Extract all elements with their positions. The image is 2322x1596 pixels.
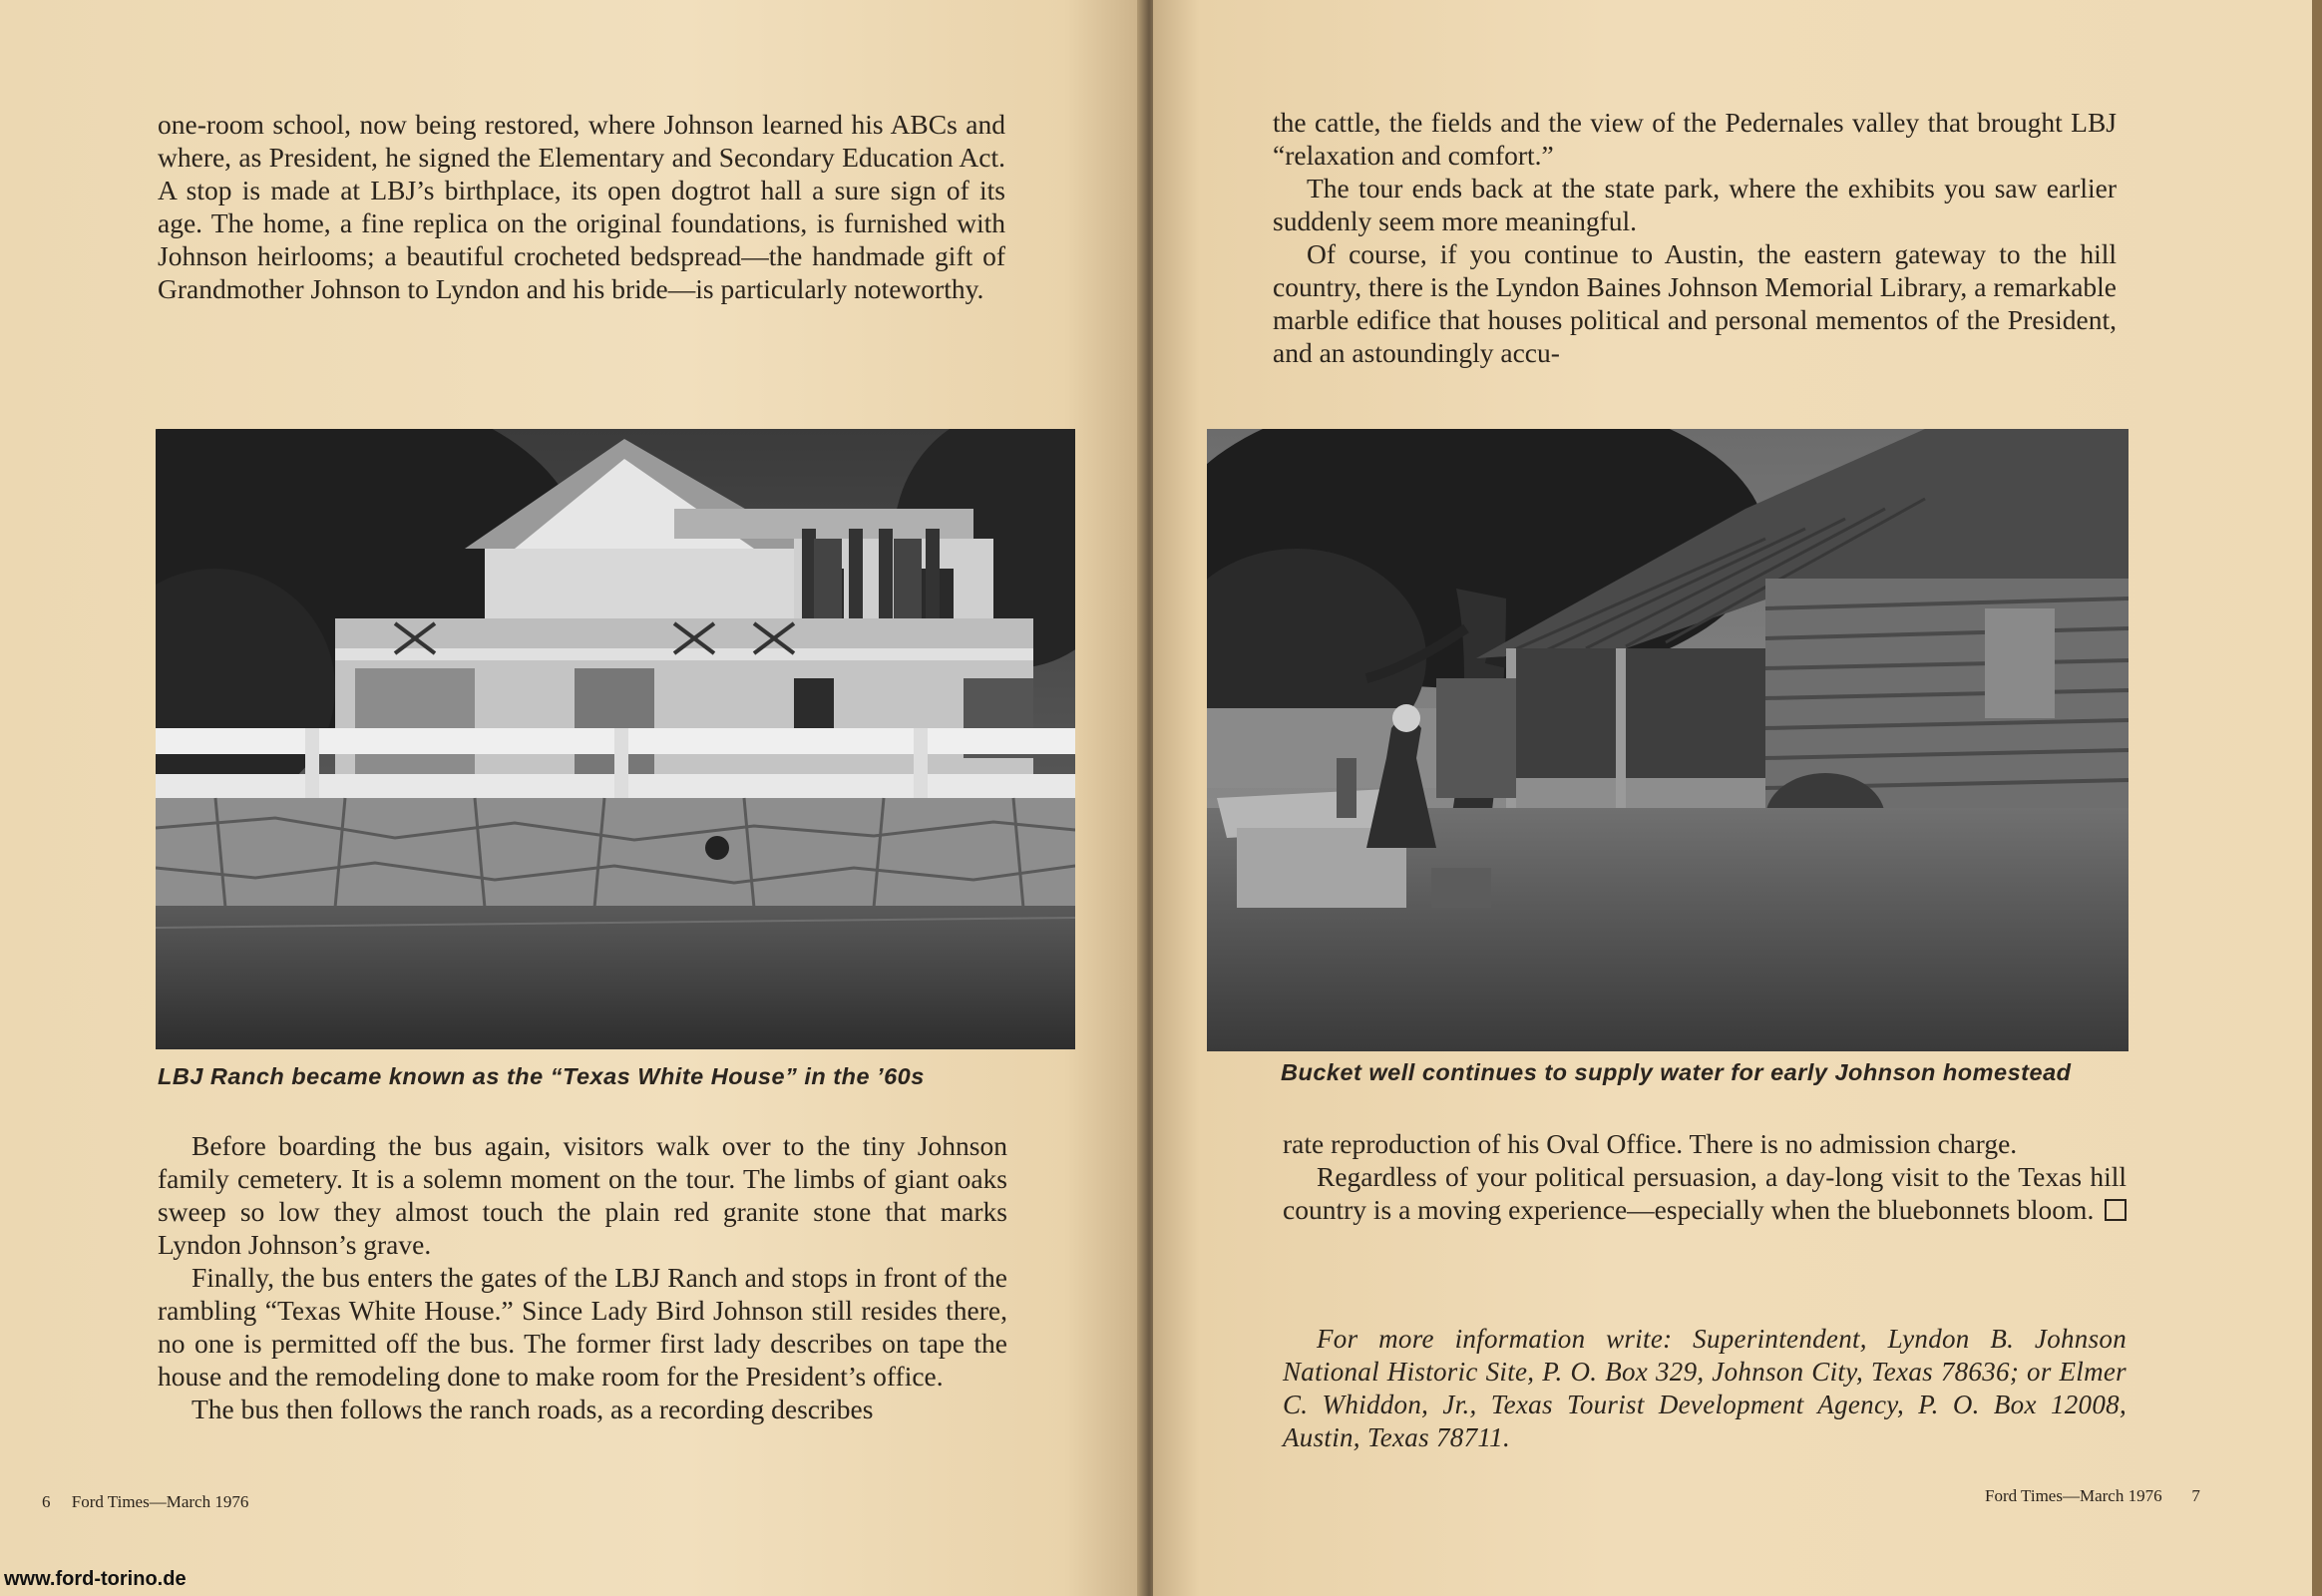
closing-text: Regardless of your political persuasion, a day-long visit to the Texas hill country is a moving experience—especially when the bluebonnets bloom. [1283, 1161, 2127, 1225]
lbj-ranch-photo [156, 429, 1075, 1049]
right-folio-title: Ford Times—March 1976 [1985, 1486, 2162, 1505]
austin-library-paragraph: Of course, if you continue to Austin, the eastern gateway to the hill country, there is the Lyndon Baines Johnson Memorial Library, a remarkable marble edifice that houses political and personal mementos of the President, and an astoundingly accu- [1273, 238, 2117, 368]
closing-paragraph [1283, 1160, 2127, 1226]
end-of-article-box [2105, 1199, 2127, 1221]
right-page [1153, 0, 2312, 1596]
oval-office-paragraph: rate reproduction of his Oval Office. There is no admission charge. [1283, 1128, 2018, 1159]
homestead-image [1207, 429, 2128, 1051]
left-photo-caption: LBJ Ranch became known as the “Texas White House” in the ’60s [158, 1063, 925, 1089]
cattle-paragraph: the cattle, the fields and the view of the Pedernales valley that brought LBJ “relaxation and comfort.” [1273, 107, 2117, 171]
left-top-paragraph: one-room school, now being restored, where Johnson learned his ABCs and where, as President, he signed the Elementary and Secondary Education Act. A stop is made at LBJ’s birthplace, its open dogtrot hall a sure sign of its age. The home, a fine replica on the original foundations, is furnished with Johnson heirlooms; a beautiful crocheted bedspread—the handmade gift of Grandmother Johnson to Lyndon and his bride—is particularly noteworthy. [158, 109, 1005, 304]
left-folio [42, 1492, 248, 1512]
right-page-number: 7 [2191, 1486, 2200, 1505]
right-page-edge [2312, 0, 2322, 1596]
watermark-url: www.ford-torino.de [4, 1568, 187, 1590]
left-bottom-text [158, 1129, 1007, 1425]
cemetery-paragraph: Before boarding the bus again, visitors walk over to the tiny Johnson family cemetery. It is a solemn moment on the tour. The limbs of giant oaks sweep so low they almost touch the plain red granite stone that marks Lyndon Johnson’s grave. [158, 1130, 1007, 1260]
contact-information: For more information write: Superintendent, Lyndon B. Johnson National Historic Site, P. O. Box 329, Johnson City, Texas 78636; or Elmer C. Whiddon, Jr., Texas Tourist Development Agency, P. O. Box 12008, Austin, Texas 78711. [1283, 1324, 2127, 1452]
right-bottom-text [1283, 1127, 2127, 1226]
left-page-number: 6 [42, 1492, 51, 1511]
right-top-text [1273, 106, 2117, 369]
ranch-roads-paragraph: The bus then follows the ranch roads, as a recording describes [192, 1394, 874, 1424]
bucket-well-photo [1207, 429, 2128, 1051]
ranch-house-image [156, 429, 1075, 1049]
left-page [0, 0, 1145, 1596]
right-photo-caption: Bucket well continues to supply water for early Johnson homestead [1281, 1059, 2072, 1085]
ranch-gates-paragraph: Finally, the bus enters the gates of the LBJ Ranch and stops in front of the rambling “Texas White House.” Since Lady Bird Johnson still resides there, no one is permitted off the bus. The former first lady describes on tape the house and the remodeling done to make room for the President’s office. [158, 1262, 1007, 1392]
left-folio-title: Ford Times—March 1976 [71, 1492, 249, 1511]
tour-ends-paragraph: The tour ends back at the state park, where the exhibits you saw earlier suddenly seem more meaningful. [1273, 173, 2117, 236]
right-folio [1985, 1486, 2200, 1506]
